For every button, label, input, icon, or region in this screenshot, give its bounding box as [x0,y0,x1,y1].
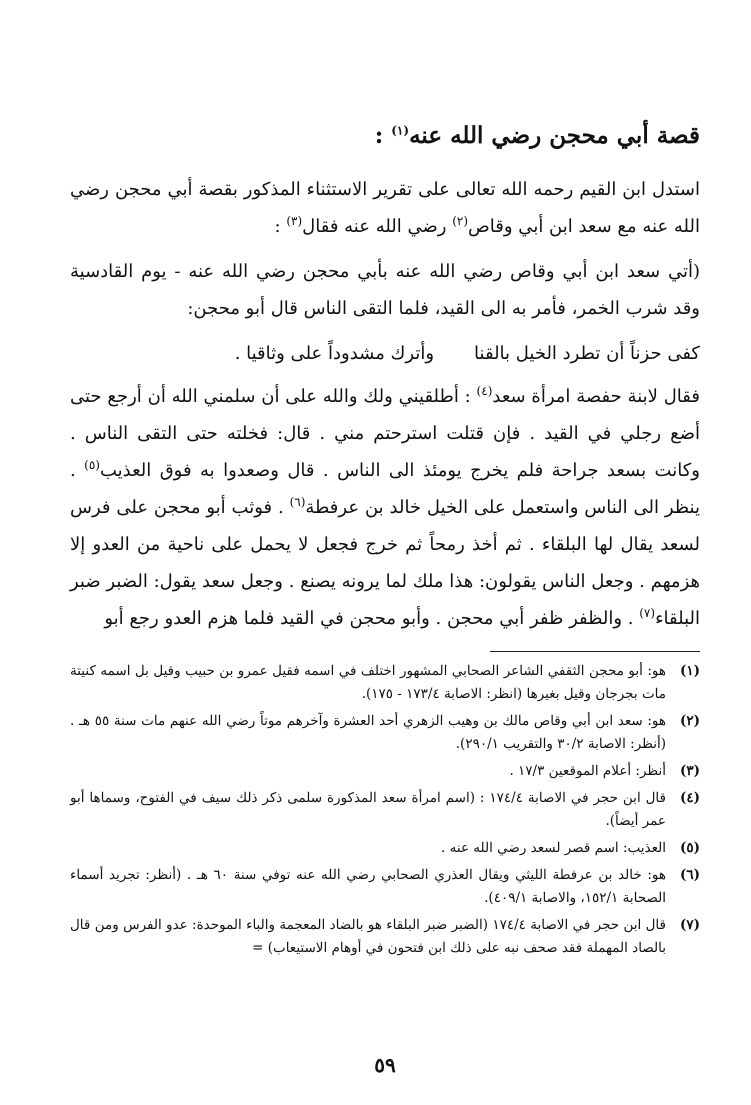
footnote-ref: (٦) [289,494,306,509]
footnote-text: العذيب: اسم قصر لسعد رضي الله عنه . [441,839,666,856]
footnote-item [70,864,700,910]
section-title-text: قصة أبي محجن رضي الله عنه [409,122,700,149]
footnotes [70,660,700,960]
footnote-number: (٤) [679,789,700,806]
footnote-item [70,837,700,860]
paragraph-quote [70,253,700,327]
footnote-ref: (٢) [452,213,469,228]
footnote-number: (٢) [679,712,700,729]
footnote-item [70,710,700,756]
section-title-colon: : [374,122,384,149]
footnote-text: قال ابن حجر في الاصابة ١٧٤/٤ : (اسم امرأة سعد المذكورة سلمى ذكر ذلك سيف في الفتوح، وسماها أبو عمر أيضاً). [70,789,666,829]
paragraph-story [70,378,700,637]
verse-second-hemistich: وأترك مشدوداً على وثاقيا . [234,342,435,364]
footnote-text: هو: أبو محجن الثقفي الشاعر الصحابي المشهور اختلف في اسمه فقيل عمرو بن حبيب وقيل بل اسمه كنيتة مات بجرجان وقيل بغيرها (انظر: الاصابة ١٧٣/٤ - ١٧٥). [70,662,666,702]
paragraph-text: استدل ابن القيم رحمه الله تعالى على تقرير الاستثناء المذكور بقصة أبي محجن رضي الله عنه مع سعد ابن أبي وقاص [70,178,700,237]
footnote-number: (٥) [679,839,700,856]
footnote-text: أنظر: أعلام الموقعين ١٧/٣ . [509,762,666,779]
footnote-number: (١) [679,662,700,679]
paragraph-text: . ينظر الى الناس واستعمل على الخيل خالد بن عرفطة [70,459,700,518]
section-title [70,118,700,155]
footnote-item [70,787,700,833]
footnote-ref: (٤) [476,383,493,398]
paragraph-text: فقال لابنة حفصة امرأة سعد [492,385,700,407]
poem-verse [70,335,700,372]
paragraph-text: . والظفر ظفر أبي محجن . وأبو محجن في القيد فلما هزم العدو رجع أبو [104,607,640,629]
paragraph-text: . فوثب أبو محجن على فرس لسعد يقال لها البلقاء . ثم أخذ رمحاً ثم خرج فجعل لا يحمل على ناحية من العدو إلا هزمهم . وجعل الناس يقولون: هذا ملك لما يرونه يصنع . وجعل سعد يقول: الضبر ضبر البلقاء [70,496,700,629]
footnote-number: (٧) [679,916,700,933]
footnote-text: قال ابن حجر في الاصابة ١٧٤/٤ (الضبر ضبر البلقاء هو بالضاد المعجمة والباء الموحدة: عدو الفرس ومن قال بالصاد المهملة فقد صحف نبه على ذلك ابن فتحون في أوهام الاستيعاب) = [70,916,666,956]
paragraph-text: : أطلقيني ولك والله على أن سلمني الله أن أرجع حتى أضع رجلي في القيد . فإن قتلت استرحتم مني . قال: فخلته حتى التقى الناس . وكانت بسعد جراحة فلم يخرج يومئذ الى الناس . قال وصعدوا به فوق العذيب [70,385,700,481]
footnote-number: (٣) [679,762,700,779]
footnote-number: (٦) [679,866,700,883]
footnote-item [70,760,700,783]
verse-first-hemistich: كفى حزناً أن تطرد الخيل بالقنا [474,342,700,364]
paragraph-text: (أتي سعد ابن أبي وقاص رضي الله عنه بأبي محجن رضي الله عنه - يوم القادسية وقد شرب الخمر، فأمر به الى القيد، فلما التقى الناس قال أبو محجن: [70,260,700,319]
book-page [70,118,700,1078]
footnote-ref: (٥) [84,457,100,472]
paragraph-text: رضي الله عنه فقال [302,215,453,237]
footnote-ref: (٣) [286,213,303,228]
paragraph-intro [70,171,700,245]
footnote-item [70,914,700,960]
footnote-divider [490,651,700,652]
footnote-ref: (٧) [639,605,656,620]
footnote-text: هو: خالد بن عرفطة الليثي ويقال العذري الصحابي رضي الله عنه توفي سنة ٦٠ هـ . (أنظر: تجريد أسماء الصحابة ١٥٢/١، والاصابة ٤٠٩/١). [70,866,666,906]
page-number: ٥٩ [374,1053,396,1077]
paragraph-text: : [274,215,287,237]
footnote-item [70,660,700,706]
footnote-text: هو: سعد ابن أبي وقاص مالك بن وهيب الزهري أحد العشرة وآخرهم موتاً رضي الله عنهم مات سنة ٥٥ هـ . (أنظر: الاصابة ٣٠/٢ والتقريب ٢٩٠/١). [70,712,667,752]
footnote-ref: (١) [391,123,410,138]
